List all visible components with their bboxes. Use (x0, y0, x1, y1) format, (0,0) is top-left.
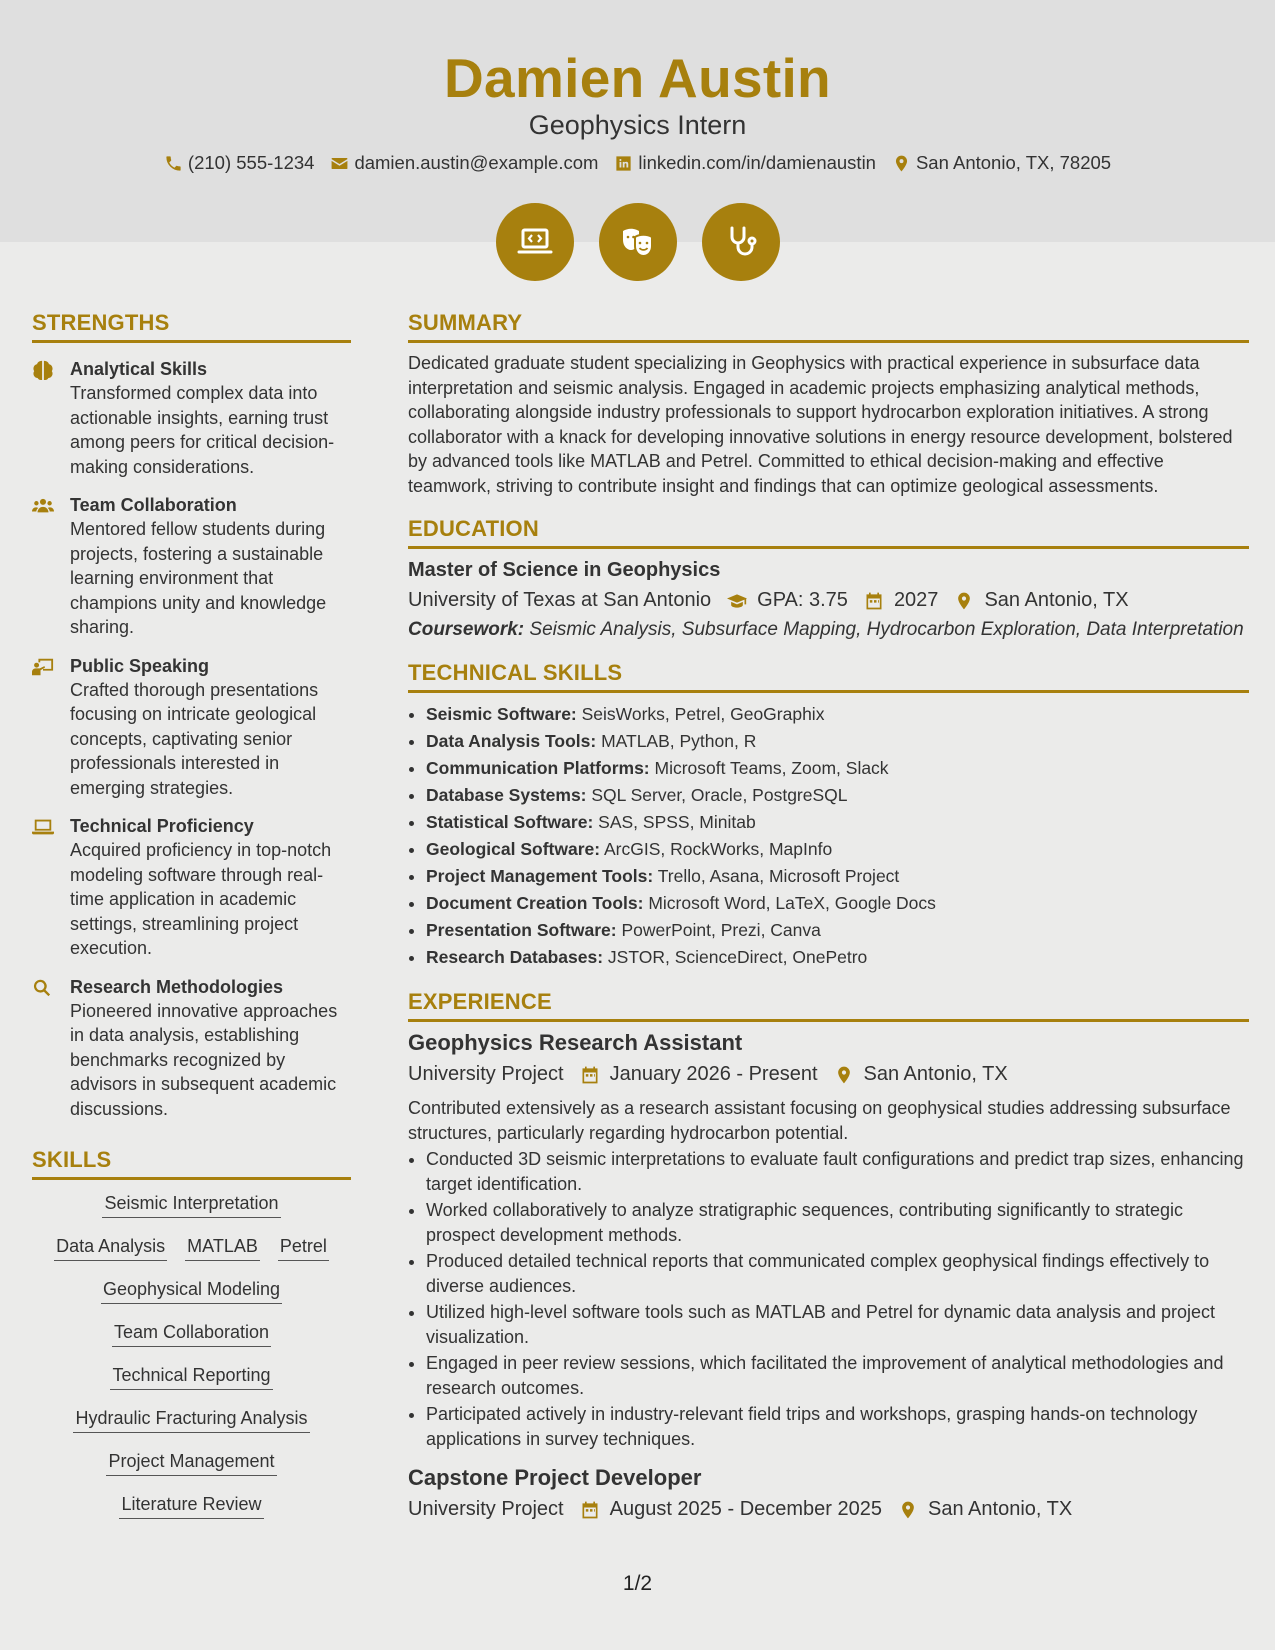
skill-chip: Team Collaboration (112, 1321, 271, 1347)
skill-chip: Seismic Interpretation (102, 1192, 280, 1218)
strength-desc: Acquired proficiency in top-notch modeling software through real-time application in academic settings, streamlining project execution. (70, 840, 332, 958)
summary-text: Dedicated graduate student specializing in Geophysics with practical experience in subsurface data interpretation and seismic analysis. Engaged in academic projects emphasizing analytical methods, collaborating alongside industry professionals to support hydrocarbon exploration initiatives. A strong collaborator with a knack for developing innovative solutions in energy resource development, bolstered by advanced tools like MATLAB and Petrel. Committed to ethical decision-making and effective teamwork, striving to contribute insight and findings that can optimize geological assessments. (408, 353, 1233, 496)
map-pin-icon (834, 1065, 854, 1085)
strength-item (32, 493, 351, 640)
users-icon (32, 496, 54, 516)
education-heading: EDUCATION (408, 516, 1249, 549)
presentation-icon (32, 657, 54, 677)
badge-row (0, 203, 1275, 281)
candidate-role: Geophysics Intern (528, 110, 747, 140)
contact-phone[interactable]: (210) 555-1234 (164, 152, 315, 174)
coursework: Coursework: Seismic Analysis, Subsurface Mapping, Hydrocarbon Exploration, Data Interpretation (408, 619, 1244, 640)
laptop-icon (32, 817, 54, 837)
technical-skills-section (408, 660, 1249, 971)
strength-title: Analytical Skills (70, 359, 208, 379)
list-item: • Produced detailed technical reports that communicated complex geophysical findings effectively to diverse audiences. (426, 1249, 1249, 1298)
strength-title: Team Collaboration (70, 495, 237, 515)
contact-location: San Antonio, TX, 78205 (892, 152, 1111, 174)
school-name: University of Texas at San Antonio (408, 589, 712, 611)
list-item: • Project Management Tools: Trello, Asana, Microsoft Project (426, 863, 1249, 890)
education-location: San Antonio, TX (984, 589, 1129, 611)
job-bullets (408, 1147, 1249, 1451)
list-item: • Conducted 3D seismic interpretations to evaluate fault configurations and predict trap sizes, enhancing target identification. (426, 1147, 1249, 1196)
strength-item (32, 357, 351, 479)
list-item: • Engaged in peer review sessions, which facilitated the improvement of analytical methodologies and research outcomes. (426, 1351, 1249, 1400)
experience-heading: EXPERIENCE (408, 989, 1249, 1022)
laptop-code-icon (515, 222, 555, 262)
candidate-name: Damien Austin (444, 47, 831, 109)
job-org: University Project (408, 1498, 564, 1520)
technical-skills-heading: TECHNICAL SKILLS (408, 660, 1249, 693)
map-pin-icon (898, 1500, 918, 1520)
calendar-icon (580, 1500, 600, 1520)
list-item: • Utilized high-level software tools such as MATLAB and Petrel for dynamic data analysis and project visualization. (426, 1300, 1249, 1349)
map-pin-icon (892, 154, 911, 173)
graduation-cap-icon (727, 591, 747, 611)
strength-item (32, 975, 351, 1122)
brain-icon (32, 360, 54, 380)
skill-chip: Literature Review (119, 1493, 263, 1519)
badge-theater (599, 203, 677, 281)
degree-title: Master of Science in Geophysics (408, 559, 721, 581)
skill-chip: Geophysical Modeling (101, 1278, 282, 1304)
skill-chip: Hydraulic Fracturing Analysis (73, 1407, 309, 1433)
list-item: • Research Databases: JSTOR, ScienceDirect, OnePetro (426, 944, 1249, 971)
strengths-heading: STRENGTHS (32, 310, 351, 343)
job-dates: January 2026 - Present (609, 1063, 818, 1085)
envelope-icon (330, 154, 349, 173)
job-org: University Project (408, 1063, 564, 1085)
strength-title: Technical Proficiency (70, 816, 254, 836)
skill-chip: Data Analysis (54, 1235, 167, 1261)
skill-chip: MATLAB (185, 1235, 260, 1261)
skill-chip: Petrel (278, 1235, 329, 1261)
gpa: GPA: 3.75 (757, 589, 848, 611)
page-number: 1/2 (622, 1572, 653, 1595)
linkedin-icon (614, 154, 633, 173)
list-item: • Data Analysis Tools: MATLAB, Python, R (426, 728, 1249, 755)
search-icon (32, 978, 54, 998)
badge-laptop-code (496, 203, 574, 281)
skills-heading: SKILLS (32, 1147, 351, 1180)
skill-chips (32, 1192, 351, 1519)
stethoscope-icon (721, 222, 761, 262)
job-location: San Antonio, TX (863, 1063, 1008, 1085)
list-item: • Geological Software: ArcGIS, RockWorks, MapInfo (426, 836, 1249, 863)
strength-desc: Pioneered innovative approaches in data analysis, establishing benchmarks recognized by advisors in subsequent academic discussions. (70, 1000, 338, 1119)
job-location: San Antonio, TX (928, 1498, 1073, 1520)
list-item: • Database Systems: SQL Server, Oracle, PostgreSQL (426, 782, 1249, 809)
contact-bar (0, 152, 1275, 174)
strength-item (32, 654, 351, 801)
skill-chip: Technical Reporting (110, 1364, 272, 1390)
list-item: • Worked collaboratively to analyze stratigraphic sequences, contributing significantly to strategic prospect development methods. (426, 1198, 1249, 1247)
left-column (32, 310, 351, 1519)
list-item: • Seismic Software: SeisWorks, Petrel, GeoGraphix (426, 701, 1249, 728)
list-item: • Document Creation Tools: Microsoft Word, LaTeX, Google Docs (426, 890, 1249, 917)
strength-desc: Crafted thorough presentations focusing on intricate geological concepts, captivating senior professionals interested in emerging strategies. (70, 679, 319, 798)
job-title: Capstone Project Developer (408, 1465, 702, 1490)
list-item: • Presentation Software: PowerPoint, Prezi, Canva (426, 917, 1249, 944)
right-column (408, 310, 1249, 1521)
phone-icon (164, 154, 183, 173)
job-title: Geophysics Research Assistant (408, 1030, 743, 1055)
summary-heading: SUMMARY (408, 310, 1249, 343)
technical-skills-list (408, 701, 1249, 971)
list-item: • Communication Platforms: Microsoft Teams, Zoom, Slack (426, 755, 1249, 782)
strength-item (32, 814, 351, 961)
job-meta (408, 1498, 1249, 1521)
strength-desc: Mentored fellow students during projects, fostering a sustainable learning environment that champions unity and knowledge sharing. (70, 519, 327, 637)
job-dates: August 2025 - December 2025 (609, 1498, 883, 1520)
strength-title: Public Speaking (70, 655, 210, 676)
calendar-icon (864, 591, 884, 611)
map-pin-icon (954, 591, 974, 611)
education-meta (408, 589, 1249, 612)
job-summary: Contributed extensively as a research assistant focusing on geophysical studies addressing subsurface structures, particularly regarding hydrocarbon potential. (408, 1098, 1231, 1143)
list-item: • Participated actively in industry-relevant field trips and workshops, grasping hands-on technology applications in survey techniques. (426, 1402, 1249, 1451)
theater-masks-icon (618, 222, 658, 262)
calendar-icon (580, 1065, 600, 1085)
education-section (408, 516, 1249, 642)
job-meta (408, 1063, 1249, 1086)
strength-desc: Transformed complex data into actionable insights, earning trust among peers for critical decision-making considerations. (70, 383, 335, 477)
experience-section (408, 989, 1249, 1521)
contact-email[interactable]: damien.austin@example.com (330, 152, 598, 174)
list-item: • Statistical Software: SAS, SPSS, Minitab (426, 809, 1249, 836)
graduation-year: 2027 (893, 589, 939, 611)
strength-title: Research Methodologies (70, 976, 284, 997)
skill-chip: Project Management (106, 1450, 276, 1476)
contact-linkedin[interactable]: linkedin.com/in/damienaustin (614, 152, 876, 174)
badge-stethoscope (702, 203, 780, 281)
